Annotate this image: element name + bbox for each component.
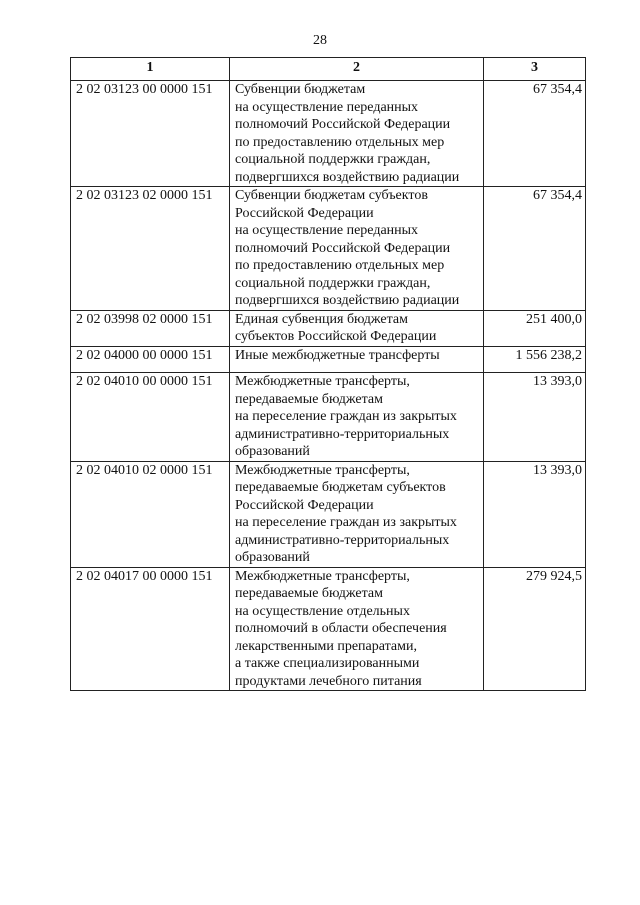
description-line: Межбюджетные трансферты, bbox=[235, 374, 410, 389]
description-line: Межбюджетные трансферты, bbox=[235, 462, 410, 478]
description-line: по предоставлению отдельных мер bbox=[235, 258, 445, 273]
description-line: образований bbox=[235, 444, 310, 459]
column-header-description: 2 bbox=[230, 58, 484, 81]
row-description bbox=[230, 81, 484, 187]
row-description bbox=[230, 187, 484, 311]
column-header-amount: 3 bbox=[484, 58, 586, 81]
description-line: продуктами лечебного питания bbox=[235, 673, 422, 689]
description-line: передаваемые бюджетам bbox=[235, 586, 383, 601]
description-line: на осуществление переданных bbox=[235, 99, 419, 115]
table-header-row bbox=[71, 58, 586, 81]
description-line: Российской Федерации bbox=[235, 497, 374, 513]
description-line: субъектов Российской Федерации bbox=[235, 329, 437, 344]
row-amount: 13 393,0 bbox=[484, 373, 586, 462]
description-line: полномочий Российской Федерации bbox=[235, 240, 451, 256]
description-line: на осуществление отдельных bbox=[235, 603, 410, 619]
row-amount: 67 354,4 bbox=[484, 81, 586, 187]
description-line: административно-территориальных bbox=[235, 532, 450, 548]
description-line: а также специализированными bbox=[235, 656, 420, 671]
table-row bbox=[71, 373, 586, 462]
description-line: образований bbox=[235, 550, 310, 565]
description-line: Иные межбюджетные трансферты bbox=[235, 347, 440, 363]
row-code: 2 02 03123 02 0000 151 bbox=[71, 187, 230, 311]
table-row bbox=[71, 310, 586, 346]
description-line: Субвенции бюджетам субъектов bbox=[235, 188, 428, 203]
row-description bbox=[230, 373, 484, 462]
table-row bbox=[71, 567, 586, 691]
row-code: 2 02 04000 00 0000 151 bbox=[71, 346, 230, 373]
description-line: подвергшихся воздействию радиации bbox=[235, 293, 460, 308]
description-line: на переселение граждан из закрытых bbox=[235, 515, 457, 530]
table-row bbox=[71, 81, 586, 187]
description-line: социальной поддержки граждан, bbox=[235, 275, 431, 291]
row-code: 2 02 04010 00 0000 151 bbox=[71, 373, 230, 462]
table-row bbox=[71, 461, 586, 567]
row-code: 2 02 03123 00 0000 151 bbox=[71, 81, 230, 187]
description-line: передаваемые бюджетам bbox=[235, 391, 383, 407]
row-code: 2 02 04010 02 0000 151 bbox=[71, 461, 230, 567]
row-description bbox=[230, 461, 484, 567]
description-line: на переселение граждан из закрытых bbox=[235, 409, 457, 424]
table-body bbox=[71, 81, 586, 691]
description-line: на осуществление переданных bbox=[235, 223, 419, 238]
description-line: административно-территориальных bbox=[235, 426, 450, 442]
row-description bbox=[230, 310, 484, 346]
row-code: 2 02 03998 02 0000 151 bbox=[71, 310, 230, 346]
description-line: полномочий в области обеспечения bbox=[235, 621, 447, 636]
budget-table bbox=[70, 57, 586, 691]
description-line: подвергшихся воздействию радиации bbox=[235, 169, 460, 185]
description-line: Межбюджетные трансферты, bbox=[235, 568, 410, 584]
description-line: социальной поддержки граждан, bbox=[235, 152, 431, 167]
description-line: Субвенции бюджетам bbox=[235, 82, 366, 97]
description-line: по предоставлению отдельных мер bbox=[235, 134, 445, 150]
description-line: полномочий Российской Федерации bbox=[235, 117, 451, 132]
row-amount: 67 354,4 bbox=[484, 187, 586, 311]
table-row bbox=[71, 346, 586, 373]
row-amount: 1 556 238,2 bbox=[484, 346, 586, 373]
row-code: 2 02 04017 00 0000 151 bbox=[71, 567, 230, 691]
row-amount: 251 400,0 bbox=[484, 310, 586, 346]
description-line: лекарственными препаратами, bbox=[235, 638, 417, 654]
page-number: 28 bbox=[313, 33, 327, 48]
row-amount: 13 393,0 bbox=[484, 461, 586, 567]
column-header-code: 1 bbox=[71, 58, 230, 81]
row-description bbox=[230, 346, 484, 373]
table-row bbox=[71, 187, 586, 311]
row-description bbox=[230, 567, 484, 691]
description-line: Российской Федерации bbox=[235, 205, 374, 221]
row-amount: 279 924,5 bbox=[484, 567, 586, 691]
description-line: Единая субвенция бюджетам bbox=[235, 311, 408, 327]
description-line: передаваемые бюджетам субъектов bbox=[235, 480, 446, 495]
